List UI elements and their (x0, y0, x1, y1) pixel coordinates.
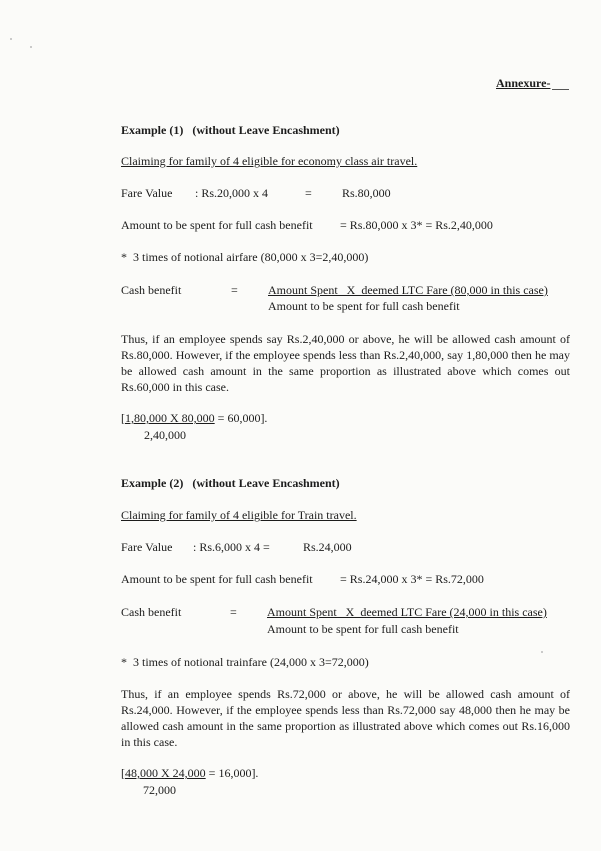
formula-open-bracket: [ (121, 411, 125, 425)
example2-cash-denominator: Amount to be spent for full cash benefit (267, 622, 459, 636)
example1-fare-calc: : Rs.20,000 x 4 (195, 186, 269, 200)
example2-cash-equals: = (230, 605, 237, 619)
scan-speck (30, 46, 32, 48)
example1-cash-numerator: Amount Spent X deemed LTC Fare (80,000 in this case) (268, 283, 548, 297)
example1-fare-result: Rs.80,000 (342, 186, 391, 200)
example1-amount-calc: = Rs.80,000 x 3* = Rs.2,40,000 (340, 218, 493, 232)
example1-heading: Example (1) (without Leave Encashment) (121, 123, 340, 137)
formula-numerator: 1,80,000 X 80,000 (125, 411, 215, 425)
example2-fare-label: Fare Value (121, 540, 173, 554)
example1-subheading: Claiming for family of 4 eligible for economy class air travel. (121, 154, 418, 168)
example2-heading: Example (2) (without Leave Encashment) (121, 476, 340, 490)
example2-subheading: Claiming for family of 4 eligible for Train travel. (121, 508, 357, 522)
example1-note: * 3 times of notional airfare (80,000 x 3=2,40,000) (121, 250, 369, 264)
example1-amount-label: Amount to be spent for full cash benefit (121, 218, 313, 232)
example2-amount-label: Amount to be spent for full cash benefit (121, 572, 313, 586)
example2-paragraph: Thus, if an employee spends Rs.72,000 or above, he will be allowed cash amount of Rs.24,000. However, if the employee spends less than Rs.72,000 say 48,000 then he may be allowed cash amount in the same proportion as illustrated above which comes out Rs.16,000 in this case. (121, 687, 570, 749)
annexure-label: Annexure- (496, 76, 551, 90)
example1-fare-equals: = (305, 186, 312, 200)
formula-numerator: 48,000 X 24,000 (125, 766, 206, 780)
formula-result: = 60,000]. (214, 411, 268, 425)
example1-fare-label: Fare Value (121, 186, 173, 200)
example1-formula-denominator: 2,40,000 (144, 428, 186, 442)
example1-cash-denominator: Amount to be spent for full cash benefit (268, 299, 460, 313)
formula-result: = 16,000]. (205, 766, 259, 780)
example1-cash-label: Cash benefit (121, 283, 182, 297)
example2-formula-denominator: 72,000 (143, 783, 176, 797)
example2-note: * 3 times of notional trainfare (24,000 x 3=72,000) (121, 655, 369, 669)
example1-cash-equals: = (231, 283, 238, 297)
scan-speck (541, 651, 543, 653)
example1-paragraph: Thus, if an employee spends say Rs.2,40,000 or above, he will be allowed cash amount of Rs.80,000. However, if the employee spends less than Rs.2,40,000, say 1,80,000 then he may be allowed cash amount in the same proportion as illustrated above which comes out Rs.60,000 in this case. (121, 332, 570, 394)
example2-cash-numerator: Amount Spent X deemed LTC Fare (24,000 in this case) (267, 605, 547, 619)
example2-formula (121, 766, 258, 780)
example1-formula (121, 411, 267, 425)
example2-cash-label: Cash benefit (121, 605, 182, 619)
annexure-number-blank (552, 89, 569, 90)
example2-fare-result: Rs.24,000 (303, 540, 352, 554)
scan-speck (10, 38, 12, 40)
formula-open-bracket: [ (121, 766, 125, 780)
example2-fare-calc: : Rs.6,000 x 4 = (193, 540, 270, 554)
example2-amount-calc: = Rs.24,000 x 3* = Rs.72,000 (340, 572, 484, 586)
